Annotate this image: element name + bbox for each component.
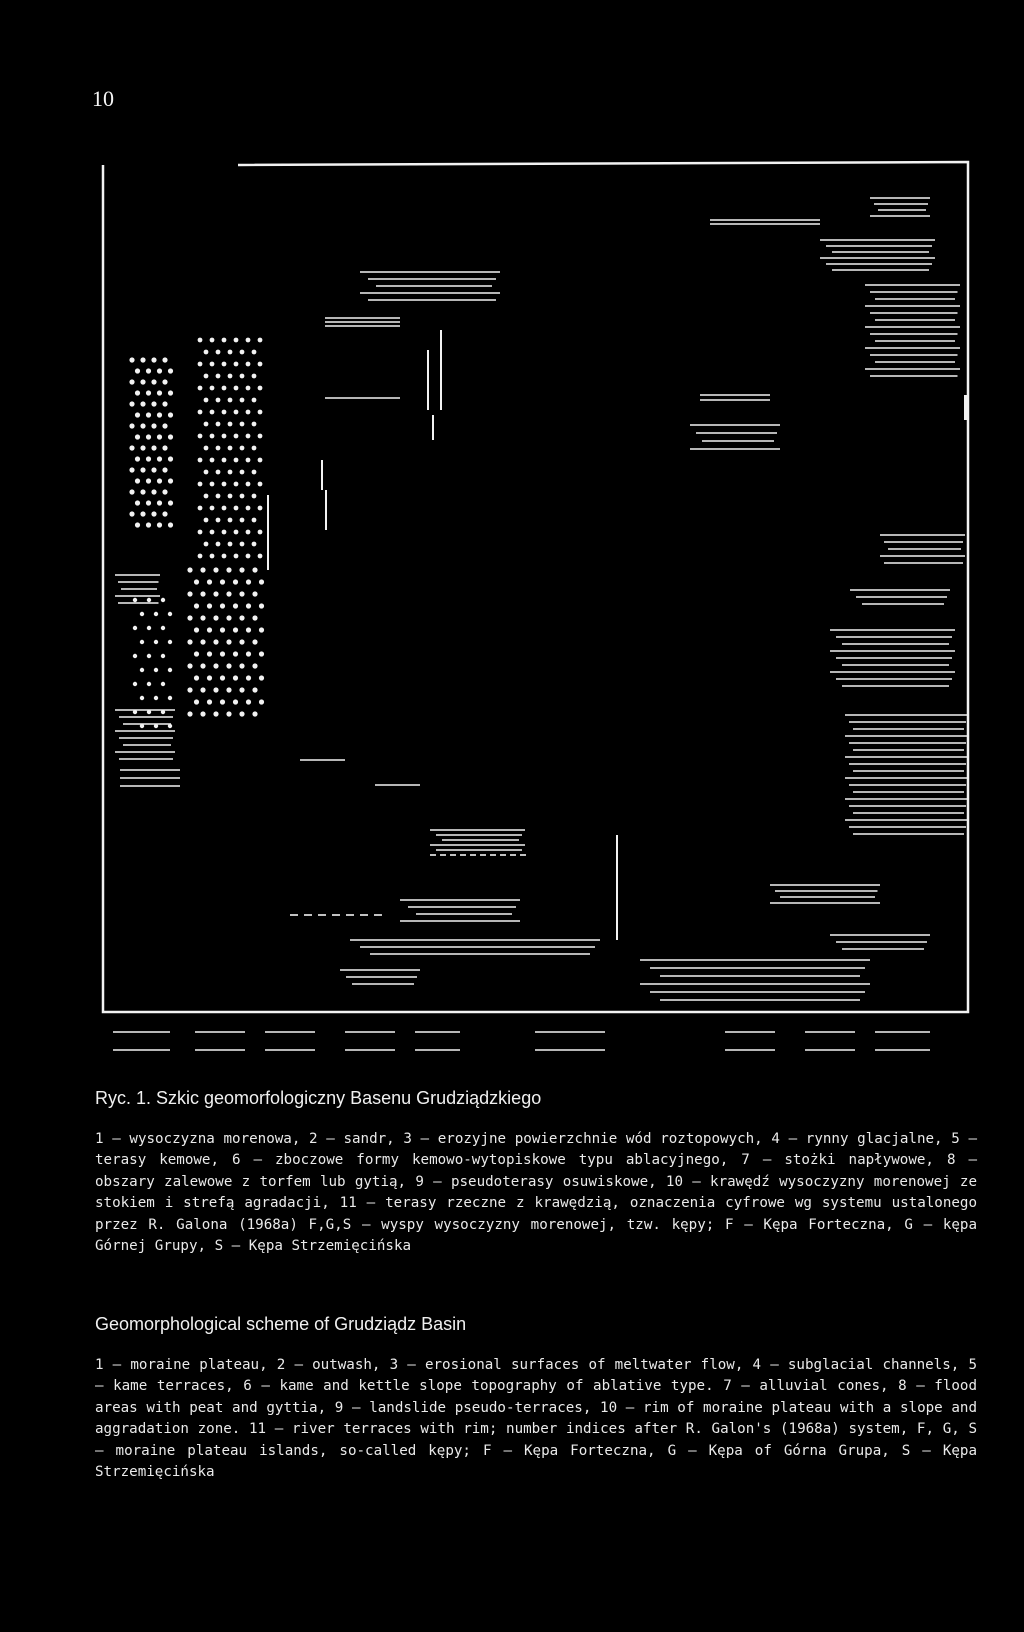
terrace-hatching bbox=[113, 198, 968, 1050]
figure-legend-english: 1 — moraine plateau, 2 — outwash, 3 — erosional surfaces of meltwater flow, 4 — subglacial channels, 5 — kame terraces, 6 — kame and kettle slope topography of ablative type. 7 — alluvial cones, 8 — flood areas with peat and gyttia, 9 — landslide pseudo-terraces, 10 — rim of moraine plateau with a slope and aggradation zone. 11 — river terraces with rim; number indices after R. Galon's (1968a) system, F, G, S — moraine plateau islands, so-called kępy; F — Kępa Forteczna, G — Kępa of Górna Grupa, S — Kępa Strzemięcińska bbox=[95, 1357, 977, 1481]
page-number: 10 bbox=[92, 86, 114, 111]
figure-legend-polish: 1 — wysoczyzna morenowa, 2 — sandr, 3 — erozyjne powierzchnie wód roztopowych, 4 — rynny glacjalne, 5 — terasy kemowe, 6 — zboczowe formy kemowo-wytopiskowe typu ablacyjnego, 7 — stożki napływowe, 8 — obszary zalewowe z torfem lub gytią, 9 — pseudoterasy osuwiskowe, 10 — krawędź wysoczyzny morenowej ze stokiem i strefą agradacji, 11 — terasy rzeczne z krawędzią, oznaczenia cyfrowe wg systemu ustalonego przez R. Galona (1968a) F,G,S — wyspy wysoczyzny morenowej, tzw. kępy; F — Kępa Forteczna, G — kępa Górnej Grupy, S — Kępa Strzemięcińska bbox=[95, 1131, 977, 1255]
alluvial-dots bbox=[129, 338, 264, 729]
figure-caption-title: Ryc. 1. Szkic geomorfologiczny Basenu Grudziądzkiego bbox=[95, 1088, 542, 1108]
figure-caption-title-english: Geomorphological scheme of Grudziądz Basin bbox=[95, 1314, 467, 1334]
